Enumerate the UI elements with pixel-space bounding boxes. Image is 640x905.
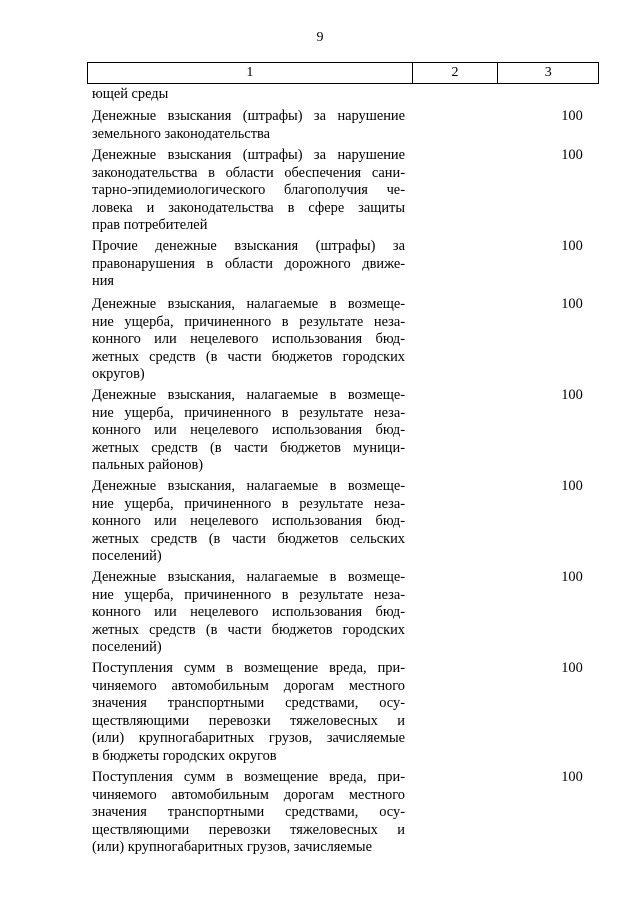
row-value: 100	[561, 769, 583, 785]
row-description	[92, 108, 405, 143]
row-description	[92, 147, 405, 235]
row-description	[92, 478, 405, 566]
row-text-line: значения транспортными средствами, осу-	[92, 804, 405, 821]
row-text-line: чиняемого автомобильным дорогам местного	[92, 677, 405, 694]
row-text-line: тарно-эпидемиологического благополучия че-	[92, 182, 405, 199]
table-row	[92, 147, 602, 235]
row-value: 100	[561, 147, 583, 163]
row-text-line: округов)	[92, 366, 145, 383]
row-text-line: поселений)	[92, 548, 162, 565]
page-number: 9	[316, 30, 324, 45]
table-header	[87, 62, 599, 84]
row-text-line: жетных средств (в части бюджетов городских	[92, 348, 405, 365]
row-text-line: ществляющими перевозки тяжеловесных и	[92, 821, 405, 838]
row-value: 100	[561, 296, 583, 312]
table-row	[92, 238, 602, 291]
row-text-line: Прочие денежные взыскания (штрафы) за	[92, 238, 405, 254]
header-col-3: 3	[544, 65, 552, 80]
row-value: 100	[561, 478, 583, 494]
row-text-line: в бюджеты городских округов	[92, 747, 277, 764]
row-value: 100	[561, 238, 583, 254]
header-col-2: 2	[413, 63, 499, 83]
row-text-line: Денежные взыскания (штрафы) за нарушение	[92, 147, 405, 163]
table-row	[92, 660, 602, 766]
row-text-line: ловека и законодательства в сфере защиты	[92, 199, 405, 216]
row-text-line: жетных средств (в части бюджетов сельских	[92, 530, 405, 547]
row-value: 100	[561, 108, 583, 124]
row-text-line: Денежные взыскания, налагаемые в возмеще-	[92, 478, 405, 494]
row-description	[92, 569, 405, 657]
row-text-line: ние ущерба, причиненного в результате неза-	[92, 495, 405, 512]
row-text-line: ющей среды	[92, 86, 169, 102]
row-text-line: жетных средств (в части бюджетов городских	[92, 621, 405, 638]
row-text-line: пальных районов)	[92, 457, 204, 474]
table-row	[92, 86, 602, 104]
row-text-line: ние ущерба, причиненного в результате неза-	[92, 313, 405, 330]
row-text-line: ния	[92, 273, 115, 290]
row-value: 100	[561, 660, 583, 676]
header-col-1: 1	[88, 63, 413, 83]
row-text-line: Поступления сумм в возмещение вреда, при-	[92, 769, 405, 785]
row-text-line: конного или нецелевого использования бюд-	[92, 422, 405, 439]
row-text-line: правонарушения в области дорожного движе-	[92, 255, 405, 272]
row-text-line: ществляющими перевозки тяжеловесных и	[92, 712, 405, 729]
row-text-line: (или) крупногабаритных грузов, зачисляемые	[92, 839, 372, 856]
row-text-line: земельного законодательства	[92, 125, 270, 142]
row-text-line: ние ущерба, причиненного в результате неза-	[92, 586, 405, 603]
row-text-line: конного или нецелевого использования бюд-	[92, 604, 405, 621]
row-text-line: Поступления сумм в возмещение вреда, при-	[92, 660, 405, 676]
row-description	[92, 238, 405, 291]
row-text-line: Денежные взыскания, налагаемые в возмеще-	[92, 387, 405, 403]
row-text-line: значения транспортными средствами, осу-	[92, 695, 405, 712]
table-row	[92, 569, 602, 657]
row-description	[92, 387, 405, 475]
row-text-line: Денежные взыскания, налагаемые в возмеще-	[92, 296, 405, 312]
row-description	[92, 660, 405, 766]
row-text-line: конного или нецелевого использования бюд-	[92, 331, 405, 348]
row-text-line: ние ущерба, причиненного в результате неза-	[92, 404, 405, 421]
table-row	[92, 296, 602, 384]
row-description	[92, 296, 405, 384]
table-row	[92, 478, 602, 566]
row-text-line: конного или нецелевого использования бюд-	[92, 513, 405, 530]
row-text-line: прав потребителей	[92, 217, 208, 234]
table-row	[92, 108, 602, 143]
row-text-line: жетных средств (в части бюджетов муници-	[92, 439, 405, 456]
row-text-line: (или) крупногабаритных грузов, зачисляемые	[92, 730, 405, 747]
row-description	[92, 86, 405, 104]
table-row	[92, 387, 602, 475]
row-text-line: законодательства в области обеспечения сани-	[92, 164, 405, 181]
row-text-line: Денежные взыскания, налагаемые в возмеще-	[92, 569, 405, 585]
row-text-line: Денежные взыскания (штрафы) за нарушение	[92, 108, 405, 124]
row-text-line: чиняемого автомобильным дорогам местного	[92, 786, 405, 803]
row-text-line: поселений)	[92, 639, 162, 656]
table-row	[92, 769, 602, 857]
row-value: 100	[561, 387, 583, 403]
row-description	[92, 769, 405, 857]
row-value: 100	[561, 569, 583, 585]
